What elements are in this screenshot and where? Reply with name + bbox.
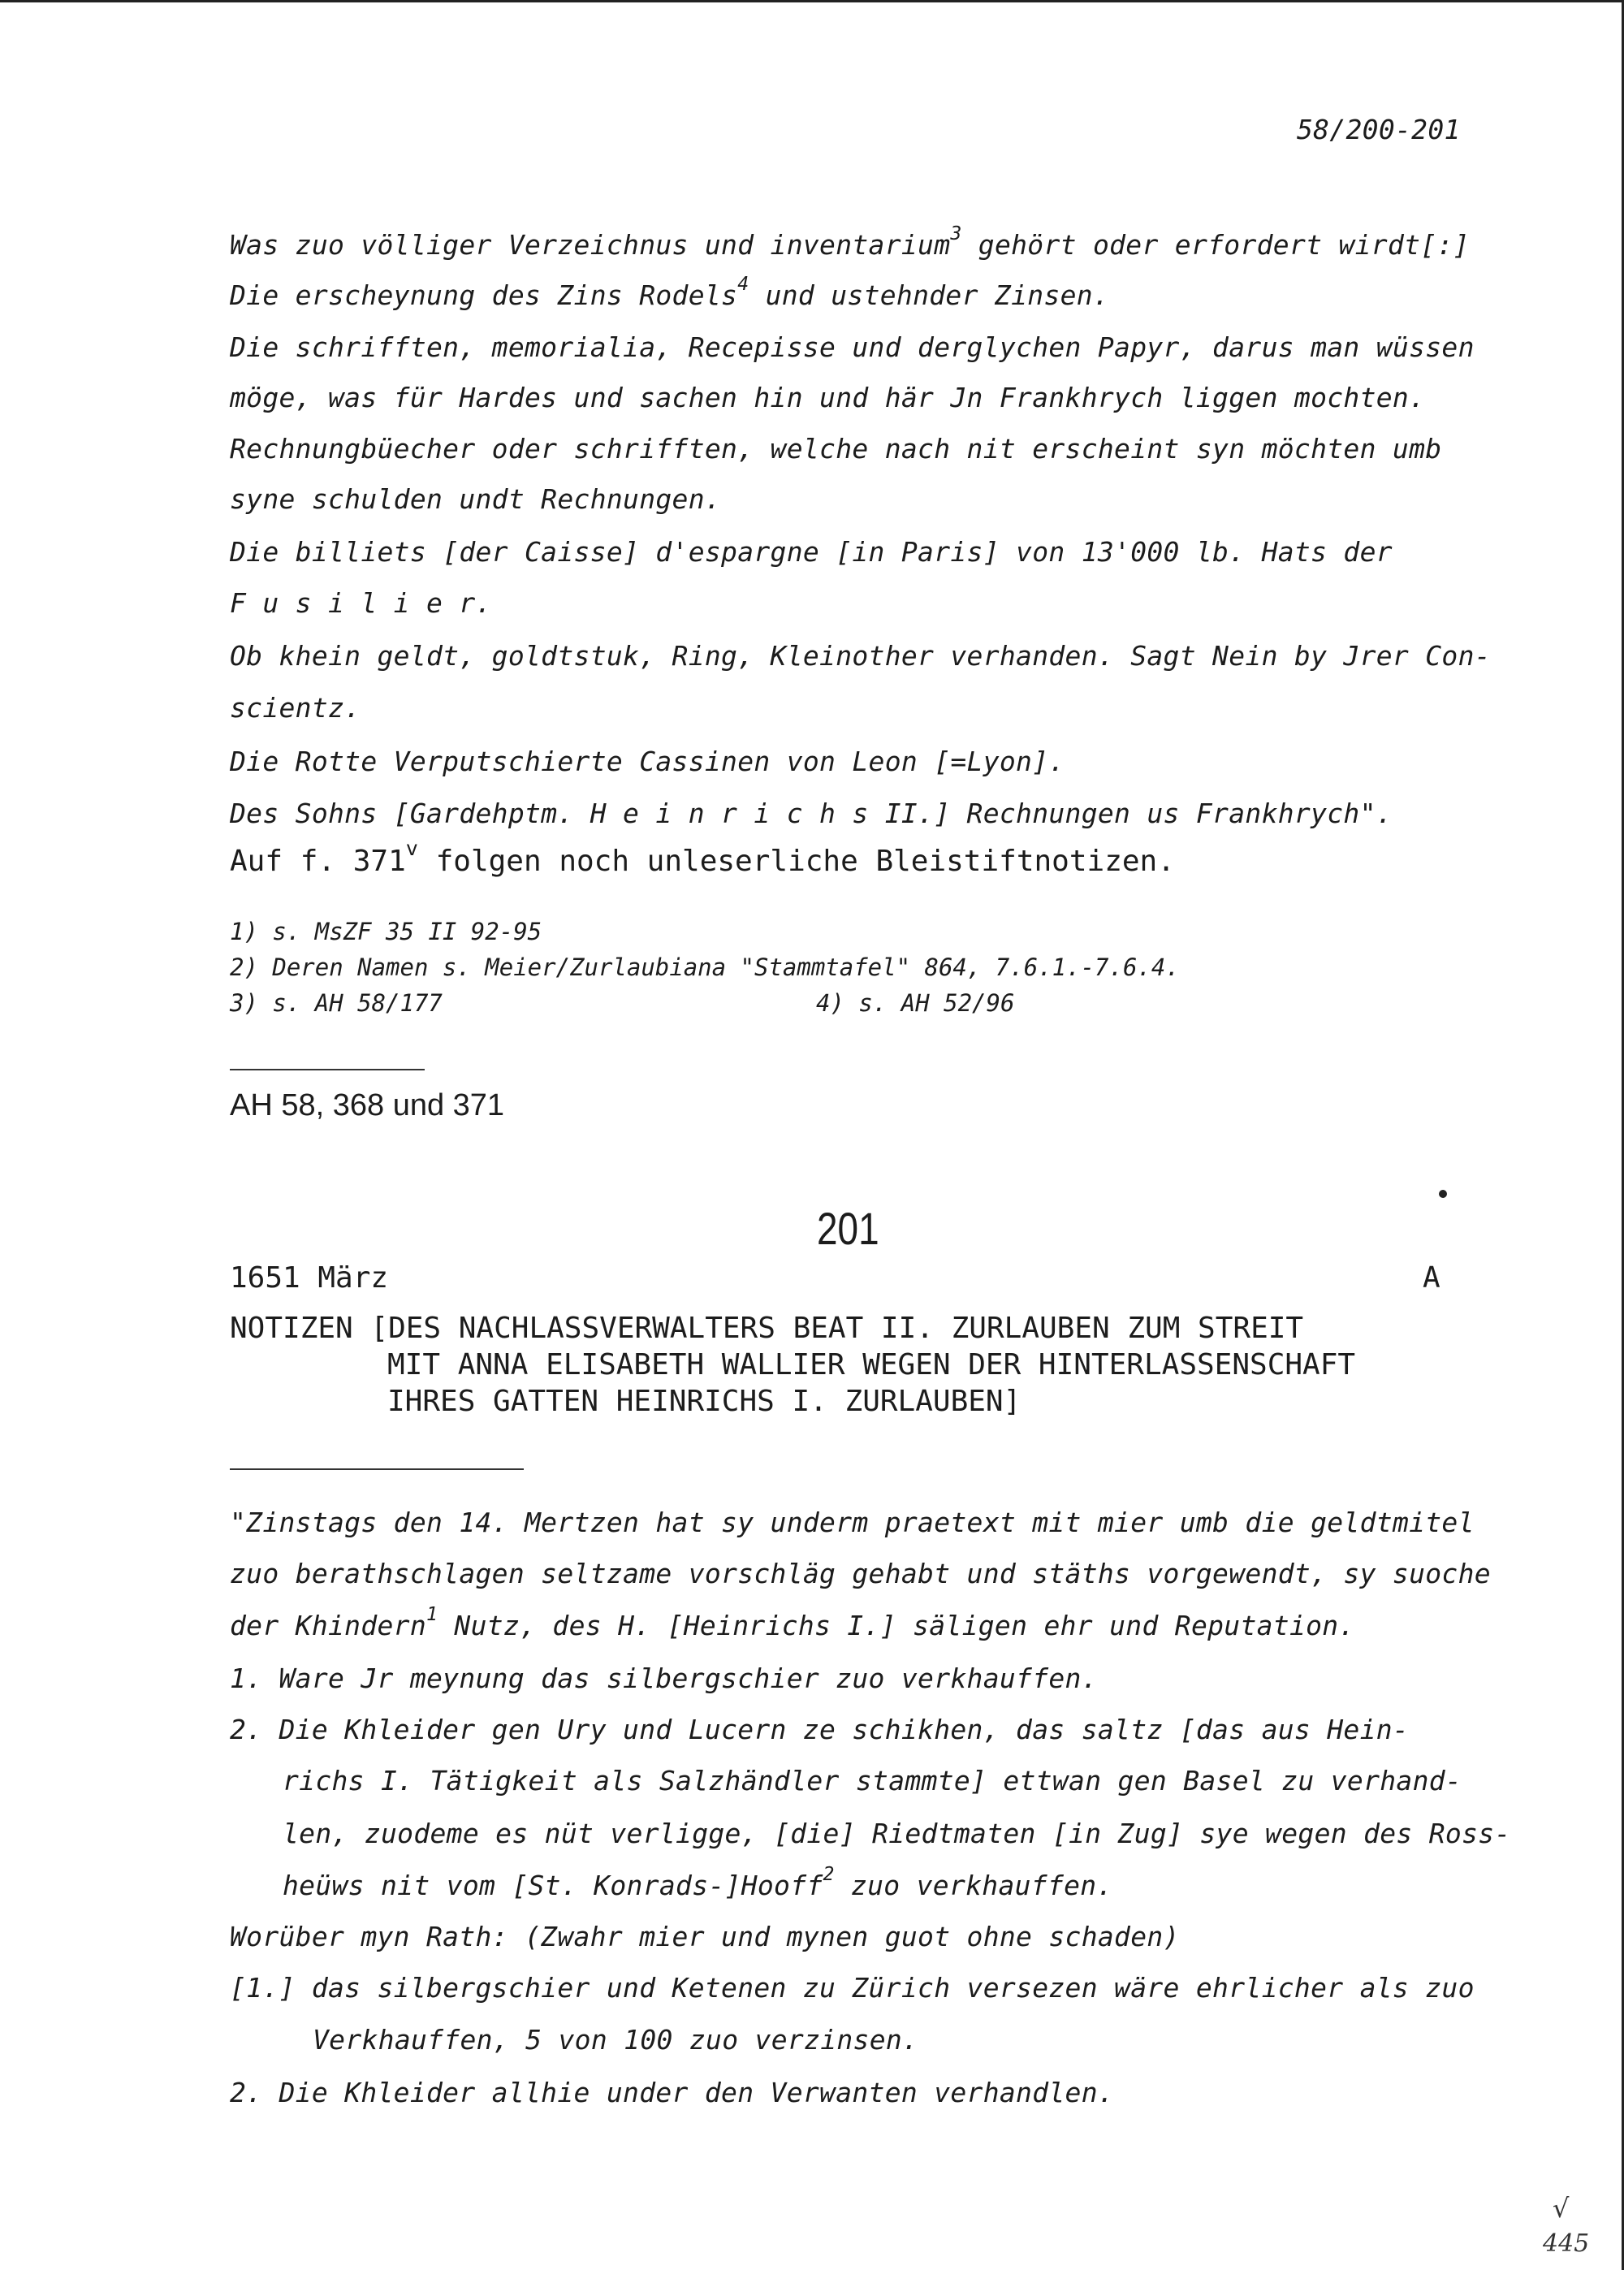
text-segment: und ustehnder Zinsen. bbox=[749, 279, 1110, 311]
text-segment: möge, was für Hardes und sachen hin und här Jn Frankhrych liggen mochten. bbox=[230, 382, 1426, 413]
text-line bbox=[230, 1507, 1475, 1538]
footnote-marker: 1 bbox=[426, 1604, 438, 1626]
text-line bbox=[313, 2024, 918, 2056]
footnote: 3) s. AH 58/177 bbox=[230, 989, 443, 1017]
text-line bbox=[230, 1714, 1409, 1745]
document-number: 201 bbox=[817, 1203, 879, 1254]
footnote-4: 4) s. AH 52/96 bbox=[816, 989, 1015, 1017]
text-segment: Die schrifften, memorialia, Recepisse und derglychen Papyr, darus man wüssen bbox=[230, 331, 1475, 363]
text-line bbox=[230, 692, 361, 724]
text-segment: richs I. Tätigkeit als Salzhändler stammte] ettwan gen Basel zu verhand- bbox=[283, 1765, 1462, 1797]
text-line bbox=[230, 1921, 1180, 1952]
text-line bbox=[230, 274, 1110, 311]
divider-rule-2 bbox=[230, 1468, 524, 1470]
handwritten-folio: 445 bbox=[1543, 2229, 1590, 2258]
text-segment: heüws nit vom [St. Konrads-]Hooff bbox=[283, 1870, 823, 1901]
document-title-line-2: MIT ANNA ELISABETH WALLIER WEGEN DER HINTERLASSENSCHAFT bbox=[387, 1348, 1356, 1381]
text-segment: syne schulden undt Rechnungen. bbox=[230, 483, 722, 515]
document-grade: A bbox=[1423, 1261, 1440, 1295]
document-title-line-1: NOTIZEN [DES NACHLASSVERWALTERS BEAT II. ZURLAUBEN ZUM STREIT bbox=[230, 1312, 1304, 1345]
footnote-marker: 3 bbox=[950, 223, 962, 245]
text-segment: F u s i l i e r. bbox=[230, 587, 492, 619]
text-segment: 1. Ware Jr meynung das silbergschier zuo verkhauffen. bbox=[230, 1663, 1098, 1694]
text-line bbox=[230, 433, 1441, 465]
handwritten-check: √ bbox=[1553, 2193, 1570, 2224]
text-segment: Nutz, des H. [Heinrichs I.] säligen ehr und Reputation. bbox=[438, 1610, 1355, 1641]
text-line bbox=[230, 640, 1491, 672]
footnote: 2) Deren Namen s. Meier/Zurlaubiana "Stammtafel" 864, 7.6.1.-7.6.4. bbox=[230, 953, 1180, 981]
text-segment: 2. Die Khleider gen Ury und Lucern ze schikhen, das saltz [das aus Hein- bbox=[230, 1714, 1410, 1745]
text-segment: Ob khein geldt, goldtstuk, Ring, Kleinother verhanden. Sagt Nein by Jrer Con- bbox=[230, 640, 1491, 672]
text-segment: Rechnungbüecher oder schrifften, welche nach nit erscheint syn möchten umb bbox=[230, 433, 1442, 465]
text-line bbox=[230, 746, 1065, 777]
text-segment: 2. Die Khleider allhie under den Verwanten verhandlen. bbox=[230, 2077, 1115, 2108]
text-segment: Des Sohns [Gardehptm. H e i n r i c h s II.] Rechnungen us Frankhrych". bbox=[230, 798, 1393, 829]
text-line bbox=[230, 223, 1470, 261]
text-line bbox=[230, 483, 721, 515]
text-segment: Die Rotte Verputschierte Cassinen von Leon [=Lyon]. bbox=[230, 746, 1065, 777]
text-line bbox=[230, 587, 492, 619]
text-segment: gehört oder erfordert wirdt[:] bbox=[961, 229, 1470, 261]
footnote: 1) s. MsZF 35 II 92-95 bbox=[230, 918, 542, 945]
text-segment: [1.] das silbergschier und Ketenen zu Zürich versezen wäre ehrlicher als zuo bbox=[230, 1972, 1475, 2004]
text-line bbox=[230, 2077, 1114, 2108]
text-line bbox=[283, 1864, 1113, 1901]
footnote-marker: 4 bbox=[737, 274, 749, 296]
source-reference: AH 58, 368 und 371 bbox=[230, 1088, 505, 1122]
text-line bbox=[230, 798, 1393, 829]
text-segment: Die erscheynung des Zins Rodels bbox=[230, 279, 738, 311]
page-border-top bbox=[0, 0, 1624, 2]
text-segment: len, zuodeme es nüt verligge, [die] Riedtmaten [in Zug] sye wegen des Ross- bbox=[283, 1818, 1511, 1849]
document-date: 1651 März bbox=[230, 1261, 389, 1295]
text-segment: Worüber myn Rath: (Zwahr mier und mynen guot ohne schaden) bbox=[230, 1921, 1180, 1952]
text-line bbox=[230, 1663, 1098, 1694]
text-line bbox=[283, 1765, 1462, 1797]
margin-dot bbox=[1439, 1190, 1447, 1198]
text-line bbox=[283, 1818, 1511, 1849]
text-segment: zuo berathschlagen seltzame vorschläg gehabt und stäths vorgewendt, sy suoche bbox=[230, 1558, 1491, 1589]
text-line bbox=[230, 1558, 1491, 1589]
text-line bbox=[230, 331, 1475, 363]
text-line bbox=[230, 382, 1425, 413]
text-segment: scientz. bbox=[230, 692, 361, 724]
divider-rule bbox=[230, 1069, 425, 1070]
document-title-line-3: IHRES GATTEN HEINRICHS I. ZURLAUBEN] bbox=[387, 1385, 1021, 1418]
footnote-marker: 2 bbox=[823, 1864, 835, 1886]
text-segment: Die billiets [der Caisse] d'espargne [in Paris] von 13'000 lb. Hats der bbox=[230, 536, 1393, 568]
text-segment: zuo verkhauffen. bbox=[834, 1870, 1113, 1901]
folio-note: Auf f. 371$^v$ folgen noch unleserliche Bleistiftnotizen. bbox=[230, 836, 1175, 878]
text-segment: Was zuo völliger Verzeichnus und inventarium bbox=[230, 229, 951, 261]
text-line bbox=[230, 536, 1393, 568]
page-reference: 58/200-201 bbox=[1297, 114, 1461, 145]
text-segment: Verkhauffen, 5 von 100 zuo verzinsen. bbox=[313, 2024, 919, 2056]
text-segment: "Zinstags den 14. Mertzen hat sy underm praetext mit mier umb die geldtmitel bbox=[230, 1507, 1475, 1538]
text-line bbox=[230, 1972, 1475, 2004]
text-segment: der Khindern bbox=[230, 1610, 427, 1641]
text-line bbox=[230, 1604, 1355, 1641]
